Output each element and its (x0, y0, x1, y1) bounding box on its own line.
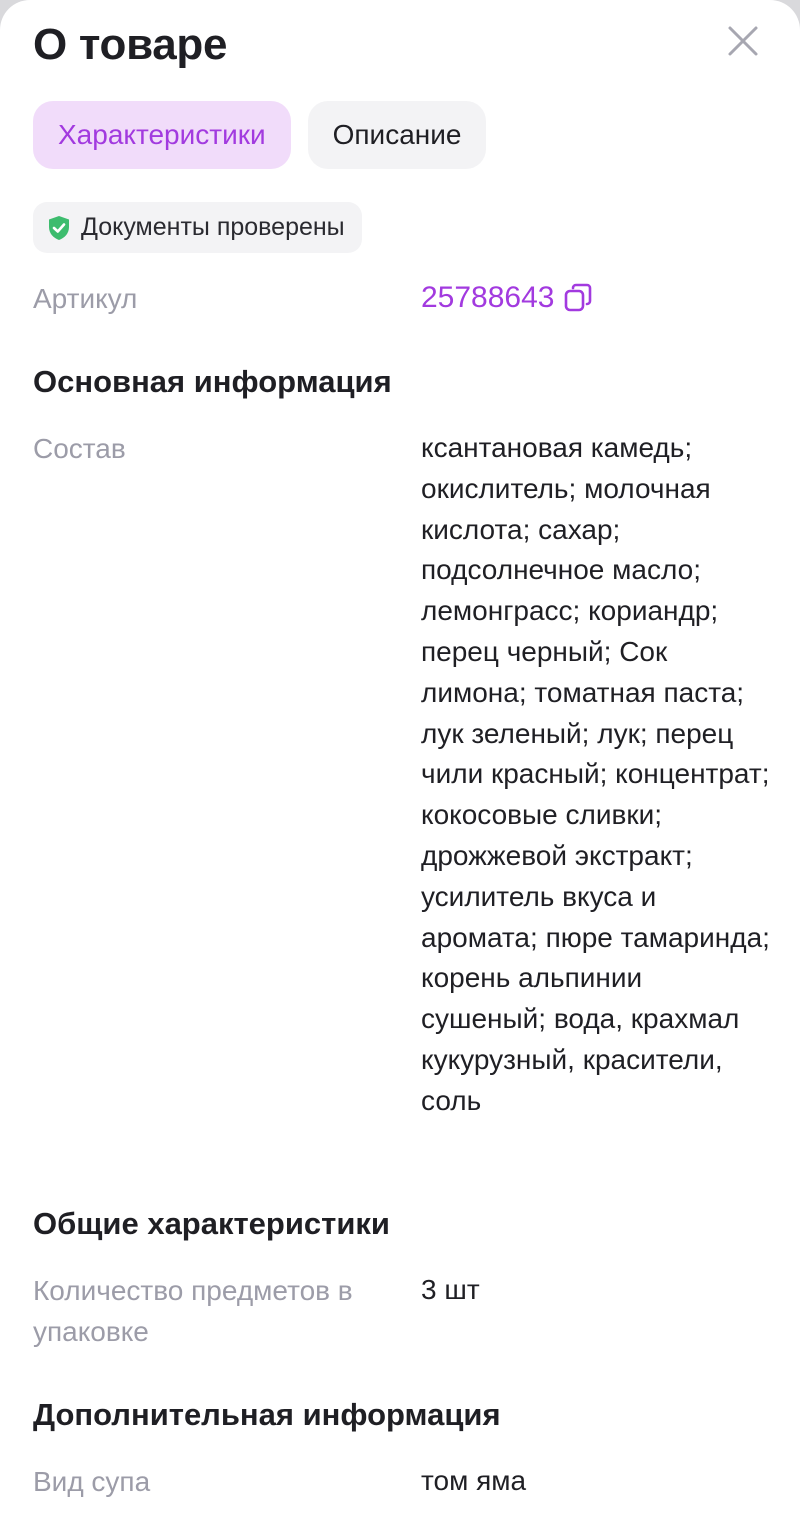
quantity-row (33, 1270, 768, 1354)
article-value-group (421, 278, 771, 319)
composition-value: ксантановая камедь; окислитель; молочная кислота; сахар; подсолнечное масло; лемонграсс; кориандр; перец черный; Сок лимона; томатная паста; лук зеленый; лук; перец чили красный; концентрат; кокосовые сливки; дрожжевой экстракт; усилитель вкуса и аромата; пюре тамаринда; корень альпинии сушеный; вода, крахмал кукурузный, красители, соль (421, 432, 770, 1116)
soup-type-label: Вид супа (33, 1466, 151, 1497)
tab-description[interactable]: Описание (308, 101, 487, 169)
article-value[interactable]: 25788643 (421, 281, 555, 314)
quantity-label: Количество предметов в упаковке (33, 1275, 353, 1347)
badge-text: Документы проверены (81, 213, 345, 241)
shield-check-icon (47, 215, 71, 241)
soup-type-row (33, 1461, 768, 1503)
tab-bar (33, 101, 486, 169)
composition-row (33, 428, 768, 1168)
close-button[interactable] (718, 16, 768, 66)
copy-icon[interactable] (564, 283, 592, 313)
section-title-general: Общие характеристики (33, 1206, 390, 1241)
quantity-value: 3 шт (421, 1274, 480, 1305)
tab-characteristics[interactable]: Характеристики (33, 101, 291, 169)
close-icon (718, 16, 768, 66)
soup-type-value: том яма (421, 1465, 527, 1496)
article-label: Артикул (33, 283, 138, 314)
article-row (33, 278, 768, 320)
composition-label: Состав (33, 433, 126, 464)
section-title-additional: Дополнительная информация (33, 1397, 501, 1432)
documents-verified-badge (33, 202, 362, 253)
page-title: О товаре (33, 20, 228, 69)
section-title-main: Основная информация (33, 364, 392, 399)
